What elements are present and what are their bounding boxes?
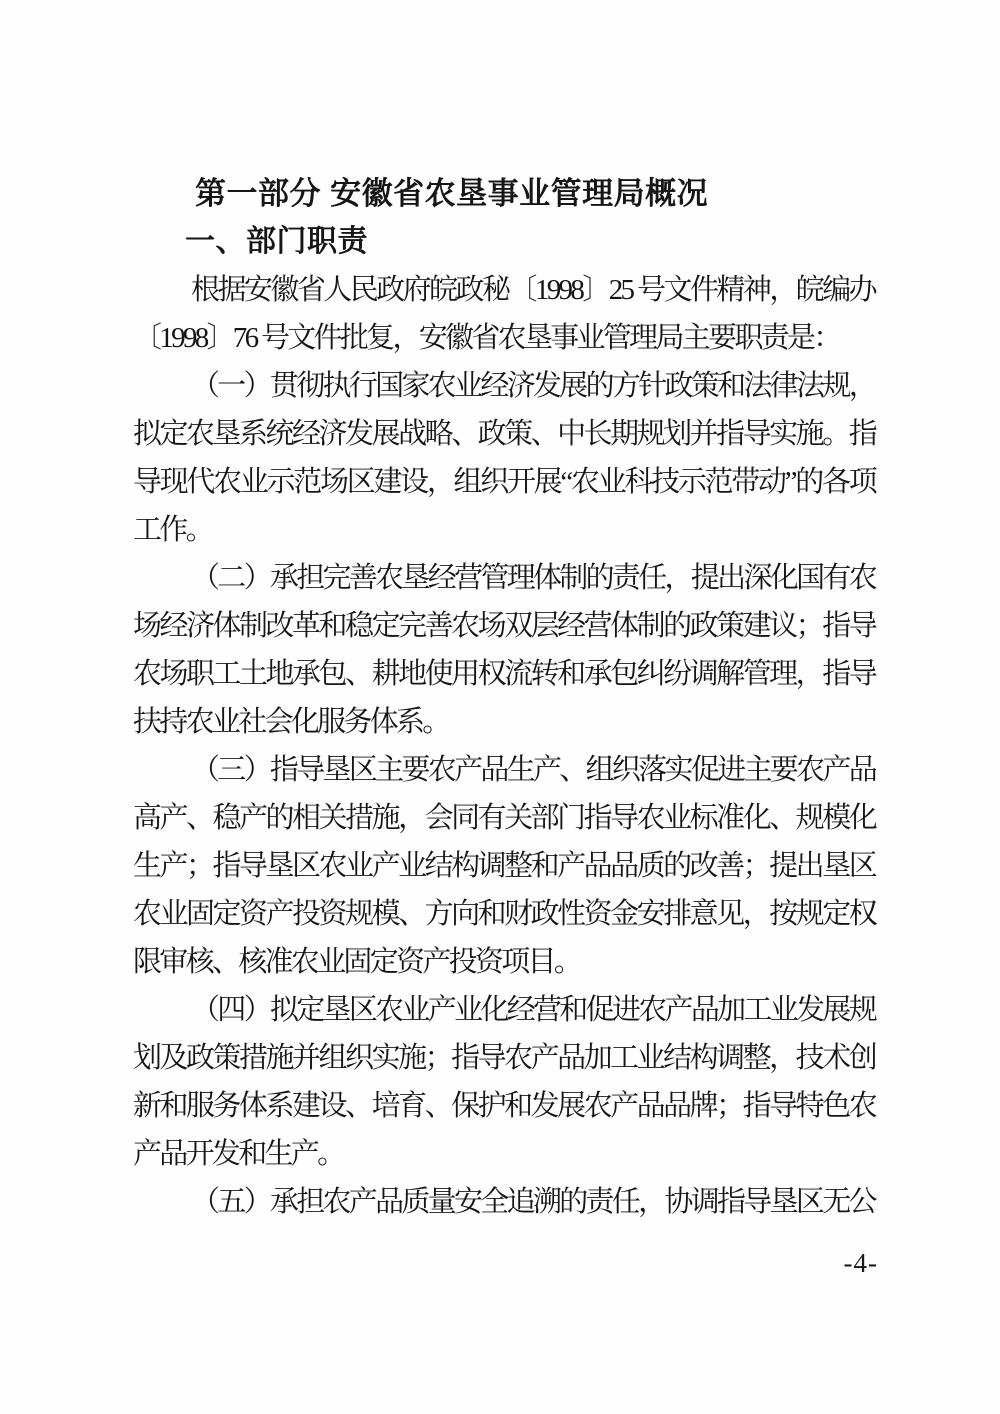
body-paragraph: （四）拟定垦区农业产业化经营和促进农产品加工业发展规划及政策措施并组织实施；指导农产品加工业结构调整，技术创新和服务体系建设、培育、保护和发展农产品品牌；指导特色农产品开发和生产。 — [133, 994, 875, 1170]
section-heading: 一、部门职责 — [185, 225, 368, 258]
body-paragraph: （三）指导垦区主要农产品生产、组织落实促进主要农产品高产、稳产的相关措施，会同有关部门指导农业标准化、规模化生产；指导垦区农业产业结构调整和产品品质的改善；提出垦区农业固定资产投资规模、方向和财政性资金安排意见，按规定权限审核、核准农业固定资产投资项目。 — [133, 754, 875, 978]
body-paragraph: （二）承担完善农垦经营管理体制的责任，提出深化国有农场经济体制改革和稳定完善农场双层经营体制的政策建议；指导农场职工土地承包、耕地使用权流转和承包纠纷调解管理，指导扶持农业社会化服务体系。 — [133, 562, 875, 738]
body-paragraphs — [133, 266, 875, 1226]
page-number: -4- — [843, 1248, 878, 1278]
body-paragraph: （五）承担农产品质量安全追溯的责任，协调指导垦区无公 — [191, 1186, 875, 1218]
part-title: 第一部分 安徽省农垦事业管理局概况 — [195, 176, 709, 211]
body-paragraph: 根据安徽省人民政府皖政秘〔1998〕25 号文件精神，皖编办〔1998〕76 号文件批复，安徽省农垦事业管理局主要职责是： — [133, 274, 875, 354]
body-paragraph: （一）贯彻执行国家农业经济发展的方针政策和法律法规，拟定农垦系统经济发展战略、政策、中长期规划并指导实施。指导现代农业示范场区建设，组织开展“农业科技示范带动”的各项工作。 — [133, 370, 875, 546]
document-content — [133, 170, 875, 1226]
